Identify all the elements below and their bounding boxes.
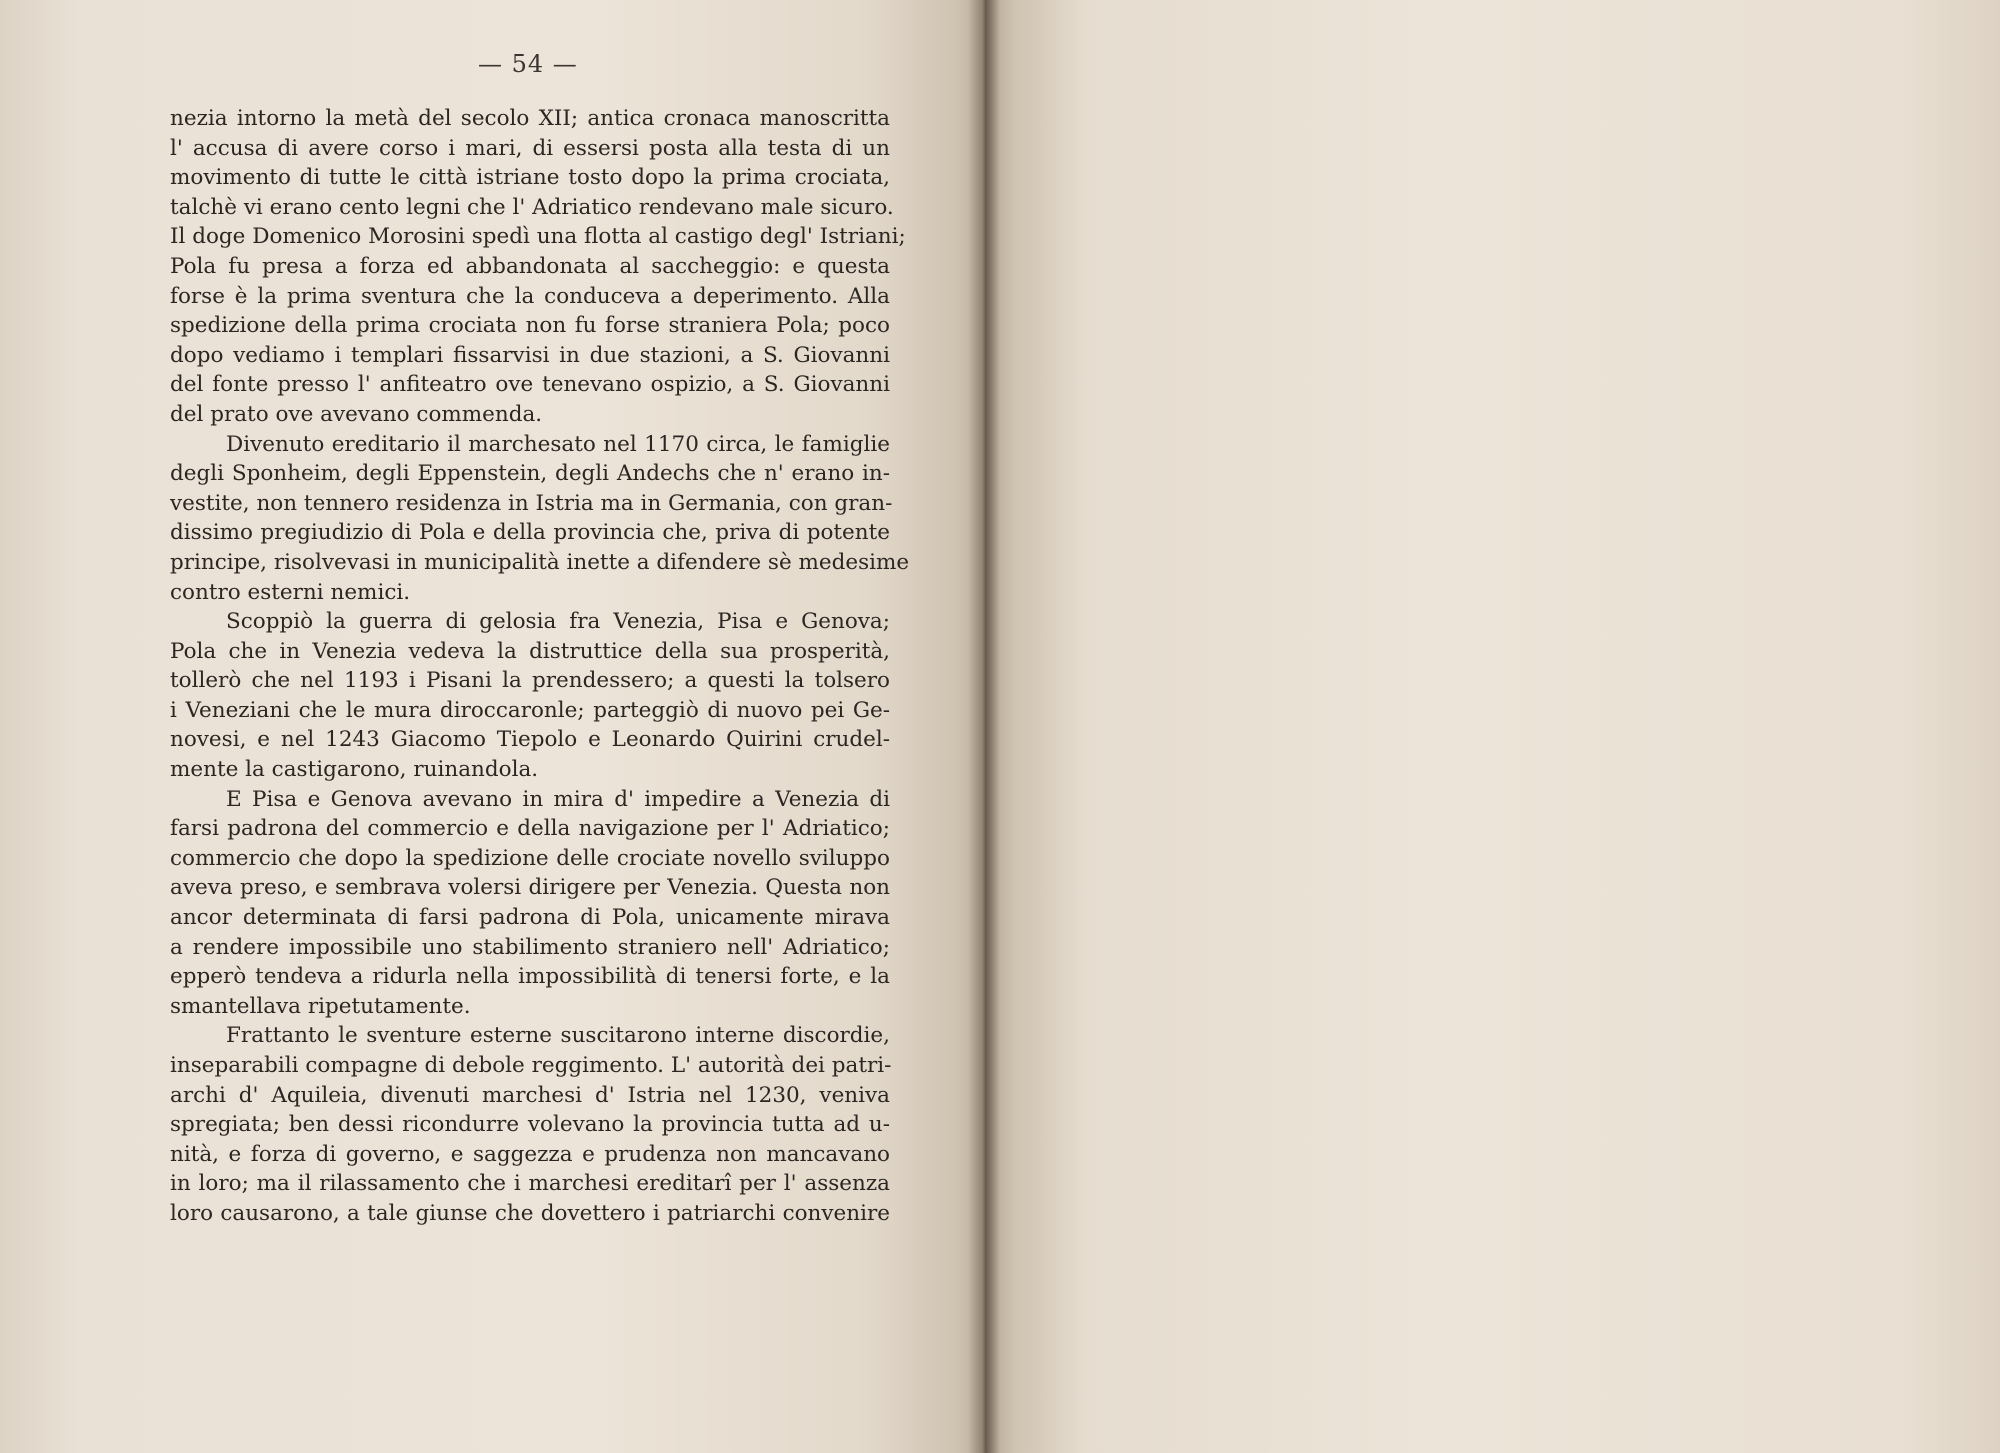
text-line: ancor determinata di farsi padrona di Pola, unicamente mirava [170,905,890,931]
text-line: farsi padrona del commercio e della navigazione per l' Adriatico; [170,816,890,842]
text-line: smantellava ripetutamente. [170,993,471,1019]
text-line: Scoppiò la guerra di gelosia fra Venezia, Pisa e Genova; [226,609,890,635]
text-line: i Veneziani che le mura diroccaronle; parteggiò di nuovo pei Ge- [170,697,890,723]
text-line: dissimo pregiudizio di Pola e della provincia che, priva di potente [170,520,890,546]
text-line: aveva preso, e sembrava volersi dirigere per Venezia. Questa non [170,875,890,901]
book-gutter [968,0,1000,1453]
text-line: tollerò che nel 1193 i Pisani la prendessero; a questi la tolsero [170,668,890,694]
text-line: Frattanto le sventure esterne suscitarono interne discordie, [226,1023,890,1049]
page-number: — 54 — [478,50,578,78]
text-line: principe, risolvevasi in municipalità inette a difendere sè medesime [170,549,910,575]
text-line: spregiata; ben dessi ricondurre volevano la provincia tutta ad u- [170,1112,890,1138]
text-line: forse è la prima sventura che la conduceva a deperimento. Alla [170,283,890,309]
text-line: l' accusa di avere corso i mari, di essersi posta alla testa di un [170,135,890,161]
text-line: Pola fu presa a forza ed abbandonata al saccheggio: e questa [170,253,890,279]
text-line: archi d' Aquileia, divenuti marchesi d' Istria nel 1230, veniva [170,1082,890,1108]
right-page [985,0,2000,1453]
text-line: Divenuto ereditario il marchesato nel 1170 circa, le famiglie [226,431,890,457]
page-body-text [170,104,910,1229]
text-line: mente la castigarono, ruinandola. [170,757,539,783]
text-line: nità, e forza di governo, e saggezza e prudenza non mancavano [170,1141,890,1167]
text-line: degli Sponheim, degli Eppenstein, degli Andechs che n' erano in- [170,461,890,487]
text-line: talchè vi erano cento legni che l' Adriatico rendevano male sicuro. [170,194,894,220]
text-line: nezia intorno la metà del secolo XII; antica cronaca manoscritta [170,106,890,131]
text-line: dopo vediamo i templari fissarvisi in due stazioni, a S. Giovanni [170,342,890,368]
text-line: commercio che dopo la spedizione delle crociate novello sviluppo [170,845,890,871]
text-line: a rendere impossibile uno stabilimento straniero nell' Adriatico; [170,934,890,960]
text-line: epperò tendeva a ridurla nella impossibilità di tenersi forte, e la [170,964,890,990]
text-line: spedizione della prima crociata non fu forse straniera Pola; poco [170,313,890,339]
text-line: del fonte presso l' anfiteatro ove tenevano ospizio, a S. Giovanni [170,372,890,398]
text-line: contro esterni nemici. [170,579,411,605]
text-line: inseparabili compagne di debole reggimento. L' autorità dei patri- [170,1053,892,1078]
text-line: novesi, e nel 1243 Giacomo Tiepolo e Leonardo Quirini crudel- [170,727,890,753]
text-line: in loro; ma il rilassamento che i marchesi ereditarî per l' assenza [170,1171,890,1197]
text-line: del prato ove avevano commenda. [170,401,543,427]
text-line: loro causarono, a tale giunse che dovettero i patriarchi convenire [170,1200,890,1226]
text-line: vestite, non tennero residenza in Istria ma in Germania, con gran- [170,490,893,516]
text-line: movimento di tutte le città istriane tosto dopo la prima crociata, [170,165,890,191]
left-page [0,0,985,1453]
text-line: Il doge Domenico Morosini spedì una flotta al castigo degl' Istriani; [170,224,906,250]
text-line: Pola che in Venezia vedeva la distruttice della sua prosperità, [170,638,890,664]
text-line: E Pisa e Genova avevano in mira d' impedire a Venezia di [226,786,890,812]
